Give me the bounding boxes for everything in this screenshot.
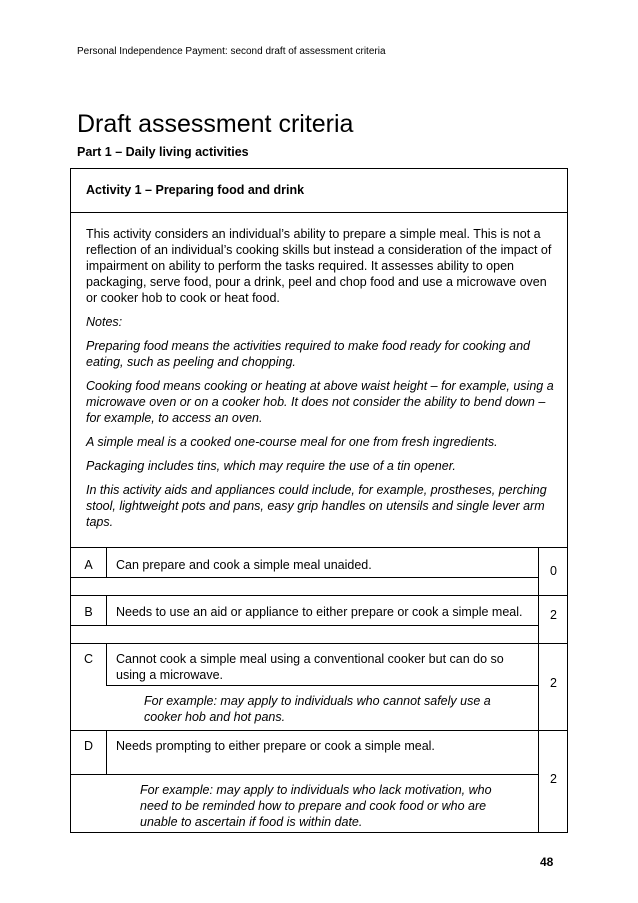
descriptor-score: 2 [550, 772, 557, 786]
note-aids-appliances: In this activity aids and appliances could include, for example, prostheses, perching stool, lightweight pots and pans, easy grip handles on utensils and single lever arm taps. [86, 483, 547, 529]
running-header: Personal Independence Payment: second draft of assessment criteria [77, 46, 386, 57]
page-number: 48 [540, 855, 554, 869]
note-simple-meal: A simple meal is a cooked one-course meal for one from fresh ingredients. [86, 435, 498, 449]
page-title: Draft assessment criteria [77, 110, 354, 138]
descriptor-text: Needs to use an aid or appliance to either prepare or cook a simple meal. [116, 605, 523, 619]
descriptor-example: For example: may apply to individuals who cannot safely use a cooker hob and hot pans. [144, 694, 491, 724]
descriptor-letter: B [84, 605, 93, 619]
descriptor-score: 0 [550, 564, 557, 578]
activity-heading: Activity 1 – Preparing food and drink [86, 183, 305, 197]
descriptor-score: 2 [550, 608, 557, 622]
descriptor-text: Needs prompting to either prepare or cook a simple meal. [116, 739, 435, 753]
descriptor-letter: A [84, 558, 93, 572]
descriptor-text: Cannot cook a simple meal using a conventional cooker but can do so using a microwave. [116, 652, 504, 682]
descriptor-score: 2 [550, 676, 557, 690]
descriptor-row-a [70, 547, 568, 596]
descriptor-row-c [70, 644, 568, 731]
descriptor-row-d [70, 731, 568, 833]
descriptor-text: Can prepare and cook a simple meal unaided. [116, 558, 372, 572]
descriptor-letter: C [83, 652, 94, 666]
activity-heading-cell [70, 168, 568, 213]
notes-label: Notes: [86, 315, 123, 329]
descriptor-row-b [70, 596, 568, 644]
note-preparing-food: Preparing food means the activities required to make food ready for cooking and eating, such as peeling and chopping. [86, 339, 531, 369]
note-cooking-food: Cooking food means cooking or heating at above waist height – for example, using a microwave oven or on a cooker hob. It does not consider the ability to bend down – for example, to access an oven. [86, 379, 554, 425]
activity-description-cell [70, 212, 568, 548]
descriptor-letter: D [83, 739, 94, 753]
description-paragraph: This activity considers an individual’s ability to prepare a simple meal. This is not a reflection of an individual’s cooking skills but instead a consideration of the impact of impairment on ability to perform the tasks required. It assesses ability to open packaging, serve food, pour a drink, peel and chop food and use a microwave oven or cooker hob to cook or heat food. [86, 227, 552, 305]
section-subtitle: Part 1 – Daily living activities [77, 145, 249, 159]
note-packaging: Packaging includes tins, which may require the use of a tin opener. [86, 459, 456, 473]
descriptor-example: For example: may apply to individuals who lack motivation, who need to be reminded how to prepare and cook food or who are unable to ascertain if food is within date. [140, 783, 492, 829]
